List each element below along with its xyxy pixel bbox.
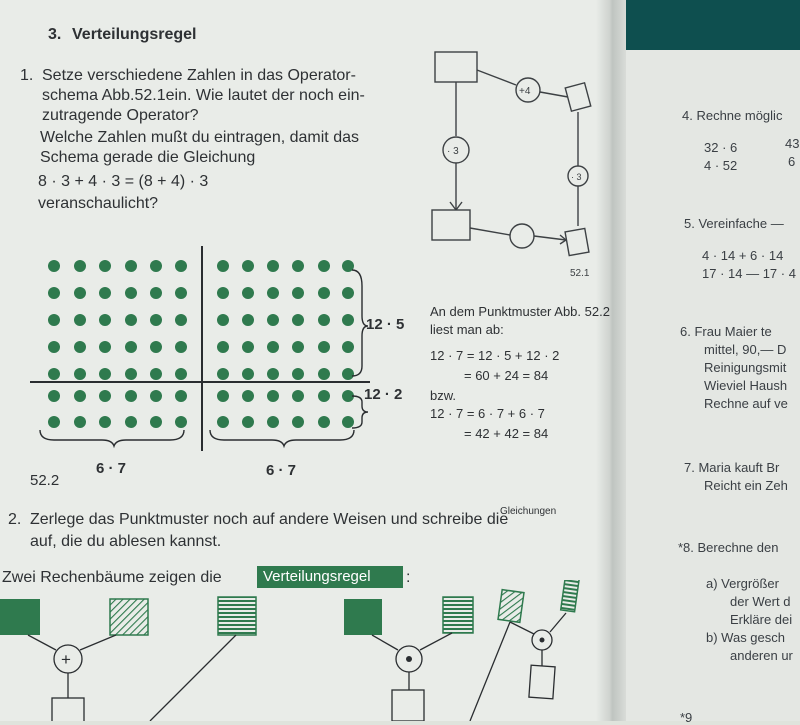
- task2-number: 2.: [8, 511, 22, 528]
- dot: [150, 416, 162, 428]
- dot: [125, 368, 137, 380]
- dot: [99, 341, 111, 353]
- dot: [242, 260, 254, 272]
- dot: [292, 260, 304, 272]
- equation: 12 · 7 = 12 · 5 + 12 · 2: [430, 348, 560, 363]
- dot: [175, 390, 187, 402]
- dot: [48, 287, 60, 299]
- label-12x2: 12 · 2: [364, 386, 403, 403]
- task4-term: 43: [785, 136, 800, 151]
- dot: [242, 314, 254, 326]
- dot: [342, 368, 354, 380]
- dot: [267, 314, 279, 326]
- dot: [99, 390, 111, 402]
- task6-line: mittel, 90,— D: [704, 342, 787, 357]
- multiply-dot-icon: [406, 656, 412, 662]
- dot: [217, 314, 229, 326]
- dot: [74, 368, 86, 380]
- dot: [150, 368, 162, 380]
- dot: [175, 368, 187, 380]
- figure-caption-522: 52.2: [30, 472, 60, 489]
- dot: [74, 341, 86, 353]
- dot: [74, 287, 86, 299]
- dot: [125, 260, 137, 272]
- dot: [292, 314, 304, 326]
- equation: = 60 + 24 = 84: [464, 368, 549, 383]
- dot: [150, 314, 162, 326]
- dot: [217, 287, 229, 299]
- dot: [99, 416, 111, 428]
- dot: [318, 341, 330, 353]
- task4-term: 6: [788, 154, 796, 169]
- operator-times3-label-right: · 3: [571, 172, 582, 182]
- operator-diagram: [420, 40, 600, 290]
- tree1-solid-square: [0, 599, 40, 635]
- dot: [125, 416, 137, 428]
- dot: [267, 260, 279, 272]
- book-gutter: [596, 0, 626, 721]
- tree2-striped-square-left: [443, 597, 473, 633]
- dot: [48, 341, 60, 353]
- task8-line: b) Was gesch: [706, 630, 785, 645]
- dot: [242, 390, 254, 402]
- equation: 12 · 7 = 6 · 7 + 6 · 7: [430, 406, 545, 421]
- explanation-intro: liest man ab:: [430, 322, 504, 337]
- dot: [175, 260, 187, 272]
- dot: [217, 416, 229, 428]
- dot: [150, 390, 162, 402]
- tree2-striped-square-right: [561, 580, 580, 612]
- task9-title: *9: [680, 710, 693, 725]
- label-12x5: 12 · 5: [366, 316, 405, 333]
- dot: [150, 341, 162, 353]
- label-6x7-left: 6 · 7: [96, 460, 127, 477]
- dot: [150, 287, 162, 299]
- dot: [318, 287, 330, 299]
- dot: [217, 260, 229, 272]
- task5-term: 4 · 14 + 6 · 14: [702, 248, 784, 263]
- dot: [175, 341, 187, 353]
- dot: [267, 416, 279, 428]
- calculation-trees: [0, 580, 600, 721]
- label-6x7-right: 6 · 7: [266, 462, 297, 479]
- dot: [74, 390, 86, 402]
- dot: [267, 368, 279, 380]
- trees-colon: :: [406, 569, 411, 586]
- task2-line: Zerlege das Punktmuster noch auf andere Weisen und schreibe die: [30, 511, 509, 528]
- dot: [217, 368, 229, 380]
- trees-intro: Zwei Rechenbäume zeigen die: [2, 569, 222, 586]
- dot: [318, 390, 330, 402]
- dot: [175, 416, 187, 428]
- task6-line: Rechne auf ve: [704, 396, 788, 411]
- dot: [74, 314, 86, 326]
- dot: [318, 416, 330, 428]
- tree2-solid-square: [344, 599, 382, 635]
- task2-line-small: Gleichungen: [500, 506, 557, 517]
- task1-line: Schema gerade die Gleichung: [40, 149, 256, 166]
- plus-operator: +: [61, 650, 71, 669]
- dot: [217, 390, 229, 402]
- task8-line: der Wert d: [730, 594, 791, 609]
- task4-term: 4 · 52: [704, 158, 738, 173]
- multiply-dot-icon: [540, 638, 545, 643]
- explanation-bzw: bzw.: [430, 388, 457, 403]
- explanation-intro: An dem Punktmuster Abb. 52.2: [430, 304, 610, 319]
- dot: [267, 341, 279, 353]
- task1-equation: 8 · 3 + 4 · 3 = (8 + 4) · 3: [38, 173, 209, 190]
- dot: [48, 314, 60, 326]
- task1-line: zutragende Operator?: [42, 107, 199, 124]
- task2-line: auf, die du ablesen kannst.: [30, 533, 222, 550]
- dot: [125, 390, 137, 402]
- dot: [292, 390, 304, 402]
- dot: [125, 287, 137, 299]
- task8-line: Erkläre dei: [730, 612, 793, 627]
- dot: [267, 287, 279, 299]
- task6-line: Wieviel Haush: [704, 378, 788, 393]
- dot: [74, 416, 86, 428]
- task1-line: Setze verschiedene Zahlen in das Operator-: [42, 67, 356, 84]
- section-number: 3.: [48, 26, 62, 43]
- task1-line: veranschaulicht?: [38, 195, 159, 212]
- task8-line: a) Vergrößer: [706, 576, 779, 591]
- dot: [318, 260, 330, 272]
- task8-title: *8. Berechne den: [678, 540, 779, 555]
- output-box-top: [565, 83, 591, 111]
- dot: [242, 287, 254, 299]
- figure-caption-521: 52.1: [570, 268, 590, 279]
- dot: [175, 314, 187, 326]
- dot: [292, 368, 304, 380]
- dot: [48, 260, 60, 272]
- task7-line: Reicht ein Zeh: [704, 478, 788, 493]
- task4-title: 4. Rechne möglic: [682, 108, 783, 123]
- dot: [292, 341, 304, 353]
- dot: [342, 314, 354, 326]
- task7-line: 7. Maria kauft Br: [684, 460, 780, 475]
- section-title: Verteilungsregel: [72, 26, 197, 43]
- highlight-text: Verteilungsregel: [263, 568, 371, 585]
- output-box-bottom: [565, 228, 589, 255]
- tree1-striped-square: [218, 597, 256, 635]
- dot: [242, 416, 254, 428]
- task1-line: schema Abb.52.1ein. Wie lautet der noch ein-: [42, 87, 365, 104]
- tree2-hatched-square: [498, 590, 524, 623]
- dot: [125, 314, 137, 326]
- brace-bottom-left: [40, 430, 184, 446]
- dot: [48, 390, 60, 402]
- dot: [74, 260, 86, 272]
- dot: [99, 287, 111, 299]
- dot: [150, 260, 162, 272]
- input-box-bottom: [432, 210, 470, 240]
- dot-pattern-figure: [30, 246, 420, 456]
- dot: [48, 416, 60, 428]
- dot: [318, 314, 330, 326]
- dot: [125, 341, 137, 353]
- dot: [99, 368, 111, 380]
- brace-bottom-right: [210, 430, 354, 446]
- operator-times3-label: · 3: [447, 146, 459, 157]
- task1-number: 1.: [20, 67, 34, 84]
- tree2-result-box-right: [529, 665, 555, 699]
- dot: [318, 368, 330, 380]
- tree2-result-box: [392, 690, 424, 721]
- input-box-top: [435, 52, 477, 82]
- dot: [342, 287, 354, 299]
- task5-title: 5. Vereinfache —: [684, 216, 784, 231]
- dot: [99, 260, 111, 272]
- task6-line: Reinigungsmit: [704, 360, 787, 375]
- tree1-result-box: [52, 698, 84, 721]
- dot: [99, 314, 111, 326]
- operator-plus4-label: +4: [519, 86, 531, 97]
- dot: [292, 287, 304, 299]
- equation: = 42 + 42 = 84: [464, 426, 549, 441]
- task4-term: 32 · 6: [704, 140, 738, 155]
- dot: [217, 341, 229, 353]
- dot: [175, 287, 187, 299]
- dot: [267, 390, 279, 402]
- dot: [292, 416, 304, 428]
- dot: [48, 368, 60, 380]
- dot: [242, 341, 254, 353]
- tree1-hatched-square: [110, 599, 148, 635]
- dot: [342, 416, 354, 428]
- task5-term: 17 · 14 — 17 · 4: [702, 266, 796, 281]
- task1-line: Welche Zahlen mußt du eintragen, damit das: [40, 129, 359, 146]
- task6-line: 6. Frau Maier te: [680, 324, 772, 339]
- dot: [342, 341, 354, 353]
- operator-circle-empty: [510, 224, 534, 248]
- dot: [242, 368, 254, 380]
- task8-line: anderen ur: [730, 648, 793, 663]
